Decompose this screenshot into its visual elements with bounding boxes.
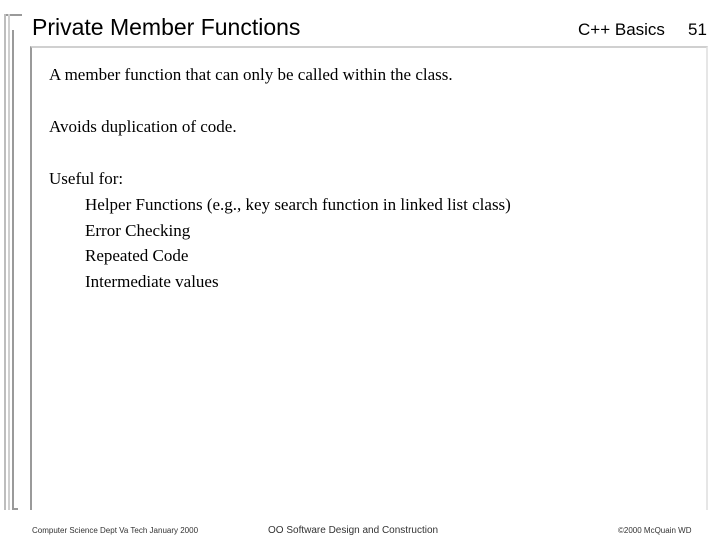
benefit-line: Avoids duplication of code. [49,117,237,136]
footer-left: Computer Science Dept Va Tech January 2000 [32,526,199,535]
inner-border-decoration [12,30,18,510]
slide-title: Private Member Functions [32,14,301,40]
page-number: 51 [688,20,707,39]
list-item: Repeated Code [85,246,189,265]
left-border-decoration [4,14,10,510]
definition-line: A member function that can only be called within the class. [49,65,453,84]
footer-right: ©2000 McQuain WD [618,526,692,535]
list-item: Helper Functions (e.g., key search function in linked list class) [85,195,511,214]
footer-center: OO Software Design and Construction [268,525,439,536]
list-item: Error Checking [85,221,191,240]
course-name: C++ Basics [578,20,665,39]
list-item: Intermediate values [85,272,219,291]
useful-heading: Useful for: [49,169,124,188]
